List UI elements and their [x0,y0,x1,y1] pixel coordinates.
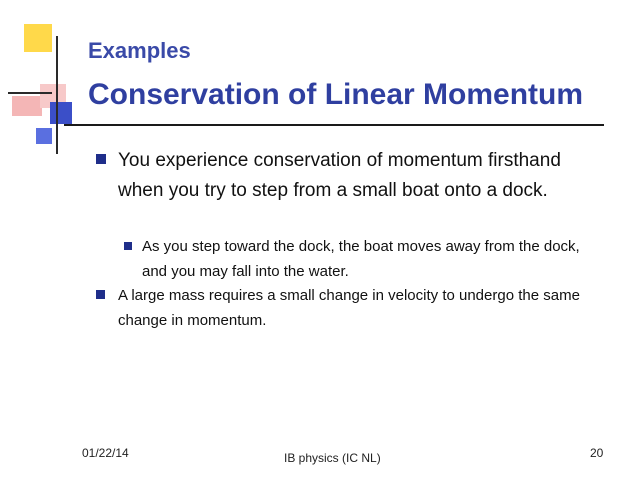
slide-subtitle: Examples [88,38,191,63]
bullet-text: A large mass requires a small change in velocity to undergo the same change in momentum. [118,287,580,329]
decor-blue-square [50,102,72,124]
title-divider [64,124,604,126]
sub-bullet-text: As you step toward the dock, the boat moves away from the dock, and you may fall into the water. [142,238,580,280]
bullet-square-icon [96,154,106,164]
bullet-square-icon [124,242,132,250]
decor-horizontal-line [8,92,52,94]
footer-page-number: 20 [590,446,604,460]
footer-title: IB physics (IC NL) [284,451,381,465]
footer-date: 01/22/14 [82,446,129,460]
decor-vertical-line [56,36,58,154]
decor-blue-square [36,128,52,144]
decor-pink-square [12,96,42,116]
bullet-square-icon [96,290,105,299]
decor-yellow-square [24,24,52,52]
slide-title: Conservation of Linear Momentum [88,78,584,111]
bullet-text: You experience conservation of momentum firsthand when you try to step from a small boat onto a dock. [118,150,561,201]
